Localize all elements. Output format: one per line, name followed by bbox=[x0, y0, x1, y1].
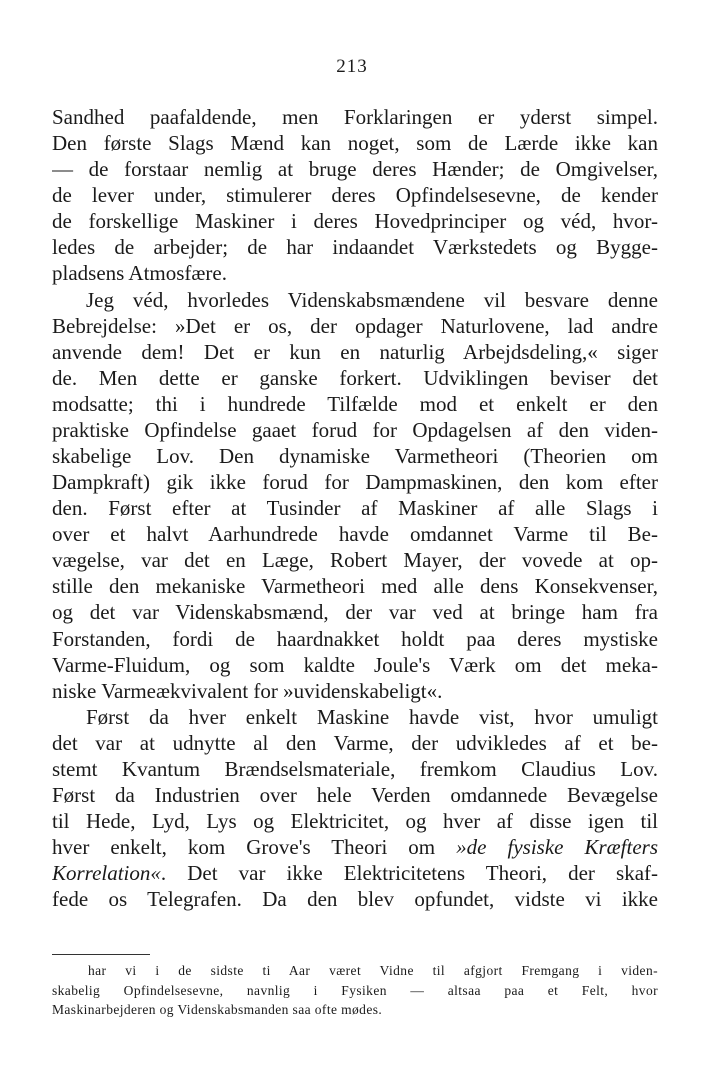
paragraph-start-line: Jeg véd, hvorledes Videnskabsmændene vil besvare denne bbox=[86, 287, 658, 312]
footnote-line: har vi i de sidste ti Aar været Vidne til afgjort Fremgang i viden- bbox=[88, 963, 658, 978]
text-line: ledes de arbejder; de har indaandet Værkstedets og Bygge- bbox=[52, 235, 658, 260]
text-line: over et halvt Aarhundrede havde omdannet Varme til Be- bbox=[52, 522, 658, 547]
text-line: skabelige Lov. Den dynamiske Varmetheori (Theorien om bbox=[52, 444, 658, 469]
text-line: Varme-Fluidum, og som kaldte Joule's Værk om det meka- bbox=[52, 652, 658, 677]
text-line: til Hede, Lyd, Lys og Elektricitet, og hver af disse igen til bbox=[52, 809, 658, 834]
text-line: Bebrejdelse: »Det er os, der opdager Naturlovene, lad andre bbox=[52, 313, 658, 338]
text-line: niske Varmeækvivalent for »uvidenskabeligt«. bbox=[52, 678, 443, 703]
text-line: de forskellige Maskiner i deres Hovedprinciper og véd, hvor- bbox=[52, 209, 658, 234]
footnote-line: skabelig Opfindelsesevne, navnlig i Fysiken — altsaa paa et Felt, hvor bbox=[52, 982, 658, 998]
text-line: — de forstaar nemlig at bruge deres Hænder; de Omgivelser, bbox=[52, 157, 658, 182]
paragraph-start-line: Først da hver enkelt Maskine havde vist, hvor umuligt bbox=[86, 704, 658, 729]
text-line: Den første Slags Mænd kan noget, som de Lærde ikke kan bbox=[52, 131, 658, 156]
text-line: vægelse, var det en Læge, Robert Mayer, der vovede at op- bbox=[52, 548, 658, 573]
text-line: anvende dem! Det er kun en naturlig Arbejdsdeling,« siger bbox=[52, 339, 658, 364]
text-line: det var at udnytte al den Varme, der udvikledes af et be- bbox=[52, 730, 658, 755]
text-segment: . Det var ikke Elektricitetens Theori, der skaf- bbox=[160, 861, 658, 886]
text-segment: hver enkelt, kom Grove's Theori om bbox=[52, 835, 457, 860]
text-line bbox=[52, 860, 658, 886]
text-line: Først da Industrien over hele Verden omdannede Bevægelse bbox=[52, 783, 658, 808]
text-line bbox=[52, 834, 658, 860]
text-line: og det var Videnskabsmænd, der var ved at bringe ham fra bbox=[52, 600, 658, 625]
footnote-line: Maskinarbejderen og Videnskabsmanden saa ofte mødes. bbox=[52, 1002, 383, 1017]
footnote bbox=[52, 961, 658, 1020]
footnote-rule bbox=[52, 954, 150, 955]
italic-phrase: Korrelation« bbox=[52, 861, 161, 886]
body-text bbox=[52, 104, 658, 912]
text-line: den. Først efter at Tusinder af Maskiner af alle Slags i bbox=[52, 496, 658, 521]
text-line: Dampkraft) gik ikke forud for Dampmaskinen, den kom efter bbox=[52, 470, 658, 495]
text-line: de. Men dette er ganske forkert. Udviklingen beviser det bbox=[52, 365, 658, 390]
text-line: fede os Telegrafen. Da den blev opfundet, vidste vi ikke bbox=[52, 887, 658, 912]
text-line: modsatte; thi i hundrede Tilfælde mod et enkelt er den bbox=[52, 391, 658, 416]
italic-phrase: »de fysiske Kræfters bbox=[456, 835, 658, 860]
text-line: praktiske Opfindelse gaaet forud for Opdagelsen af den viden- bbox=[52, 417, 658, 442]
text-line: stemt Kvantum Brændselsmateriale, fremkom Claudius Lov. bbox=[52, 756, 658, 781]
text-line: stille den mekaniske Varmetheori med alle dens Konsekvenser, bbox=[52, 574, 658, 599]
page-number: 213 bbox=[336, 56, 368, 77]
text-line: de lever under, stimulerer deres Opfindelsesevne, de kender bbox=[52, 183, 658, 208]
text-line: Sandhed paafaldende, men Forklaringen er yderst simpel. bbox=[52, 105, 658, 129]
text-line: Forstanden, fordi de haardnakket holdt paa deres mystiske bbox=[52, 626, 658, 651]
text-line: pladsens Atmosfære. bbox=[52, 261, 227, 286]
